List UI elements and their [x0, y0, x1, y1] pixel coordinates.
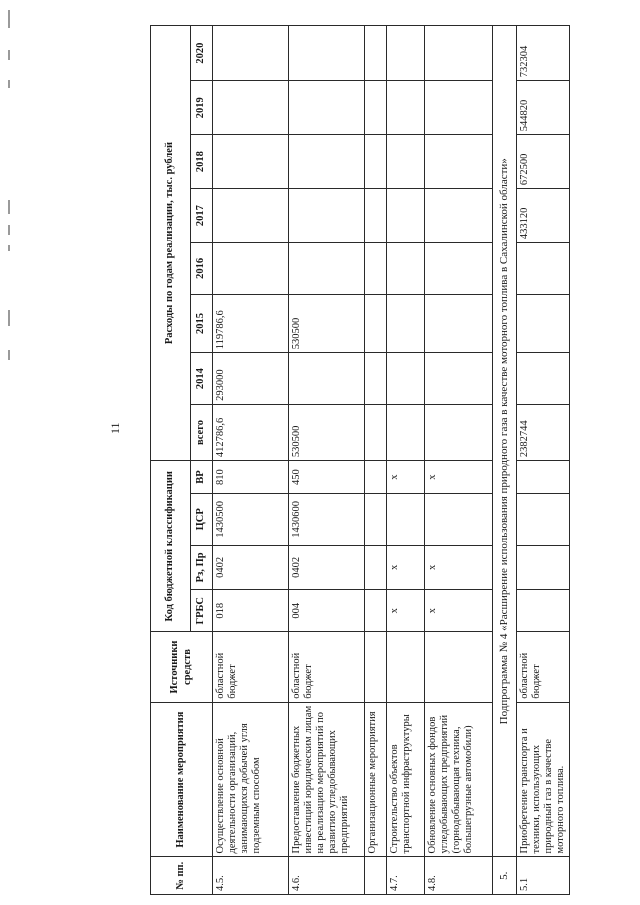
table-row [289, 26, 365, 895]
row-2015: 119786,6 [213, 294, 289, 353]
row-grbs: 018 [213, 590, 289, 632]
row-name: Строительство объектов транспортной инфраструктуры [387, 702, 425, 857]
table-row [365, 26, 387, 895]
header-grbs: ГРБС [191, 590, 213, 632]
row-2020 [387, 26, 425, 81]
row-grbs [517, 590, 570, 632]
row-2017 [365, 189, 387, 243]
row-2017 [213, 189, 289, 243]
header-vr: ВР [191, 461, 213, 494]
subprogram-num: 5. [493, 857, 517, 895]
row-2020 [425, 26, 493, 81]
row-2019 [213, 81, 289, 135]
header-expenses-group: Расходы по годам реализации, тыс. рублей [151, 26, 191, 461]
row-total [365, 404, 387, 460]
row-2016 [213, 243, 289, 295]
row-csr [365, 494, 387, 546]
row-2019: 544820 [517, 81, 570, 135]
row-2016 [289, 243, 365, 295]
row-csr [425, 494, 493, 546]
row-csr: 1430600 [289, 494, 365, 546]
row-name: Организационные мероприятия [365, 702, 387, 857]
header-year-2015: 2015 [191, 294, 213, 353]
row-2020: 732304 [517, 26, 570, 81]
header-year-2014: 2014 [191, 353, 213, 405]
row-2017 [387, 189, 425, 243]
row-2019 [365, 81, 387, 135]
row-name: Осуществление основной деятельности организаций, занимающихся добычей угля подземным способом [213, 702, 289, 857]
table-row [425, 26, 493, 895]
row-2017 [425, 189, 493, 243]
row-num: 4.8. [425, 857, 493, 895]
header-csr: ЦСР [191, 494, 213, 546]
row-total: 412786,6 [213, 404, 289, 460]
header-year-2017: 2017 [191, 189, 213, 243]
page-number: 11 [108, 422, 122, 434]
row-2016 [425, 243, 493, 295]
row-total [387, 404, 425, 460]
row-2015 [365, 294, 387, 353]
rotated-table-wrapper [150, 25, 570, 895]
header-num: № пп. [151, 857, 213, 895]
row-grbs: х [387, 590, 425, 632]
row-2014 [289, 353, 365, 405]
subprogram-title: Подпрограмма № 4 «Расширение использования природного газа в качестве моторного топлива в Сахалинской области» [493, 26, 517, 857]
row-2018 [425, 135, 493, 189]
row-csr [387, 494, 425, 546]
table-row [517, 26, 570, 895]
header-row-1 [151, 26, 191, 895]
row-2020 [289, 26, 365, 81]
header-name: Наименование мероприятия [151, 702, 213, 857]
row-rzpr: 0402 [289, 545, 365, 590]
row-grbs: 004 [289, 590, 365, 632]
row-num: 4.7. [387, 857, 425, 895]
table-row [213, 26, 289, 895]
row-num: 4.6. [289, 857, 365, 895]
row-grbs [365, 590, 387, 632]
row-name: Обновление основных фондов угледобывающих предприятий (горнодобывающая техника, большегрузные автомобили) [425, 702, 493, 857]
row-2018: 672500 [517, 135, 570, 189]
row-2019 [425, 81, 493, 135]
row-2014 [517, 353, 570, 405]
row-rzpr: х [425, 545, 493, 590]
row-rzpr: х [387, 545, 425, 590]
row-name: Приобретение транспорта и техники, использующих природный газ в качестве моторного топлива. [517, 702, 570, 857]
row-vr [365, 461, 387, 494]
budget-table [150, 25, 570, 895]
row-2017: 433120 [517, 189, 570, 243]
row-2020 [365, 26, 387, 81]
header-year-2016: 2016 [191, 243, 213, 295]
row-2018 [289, 135, 365, 189]
row-2014: 293000 [213, 353, 289, 405]
table-row [387, 26, 425, 895]
row-total: 2382744 [517, 404, 570, 460]
row-source: областной бюджет [289, 632, 365, 702]
row-2014 [425, 353, 493, 405]
row-2019 [289, 81, 365, 135]
row-rzpr [365, 545, 387, 590]
header-total: всего [191, 404, 213, 460]
header-source: Источники средств [151, 632, 213, 702]
header-year-2019: 2019 [191, 81, 213, 135]
row-vr: х [425, 461, 493, 494]
row-rzpr [517, 545, 570, 590]
row-2020 [213, 26, 289, 81]
row-2018 [365, 135, 387, 189]
header-rzpr: Рз, Пр [191, 545, 213, 590]
row-2015: 530500 [289, 294, 365, 353]
row-num: 5.1 [517, 857, 570, 895]
row-2014 [387, 353, 425, 405]
row-source [425, 632, 493, 702]
row-source: областной бюджет [517, 632, 570, 702]
row-num [365, 857, 387, 895]
row-2016 [387, 243, 425, 295]
header-code-group: Код бюджетной классификации [151, 461, 191, 632]
row-source: областной бюджет [213, 632, 289, 702]
row-rzpr: 0402 [213, 545, 289, 590]
row-source [387, 632, 425, 702]
row-2018 [213, 135, 289, 189]
row-source [365, 632, 387, 702]
row-2014 [365, 353, 387, 405]
row-vr: 810 [213, 461, 289, 494]
row-2019 [387, 81, 425, 135]
row-2015 [387, 294, 425, 353]
row-2015 [517, 294, 570, 353]
header-year-2018: 2018 [191, 135, 213, 189]
row-num: 4.5. [213, 857, 289, 895]
row-2016 [517, 243, 570, 295]
row-name: Предоставление бюджетных инвестиций юридическим лицам на реализацию мероприятий по развитию угледобывающих предприятий [289, 702, 365, 857]
subprogram-row [493, 26, 517, 895]
row-vr [517, 461, 570, 494]
row-2015 [425, 294, 493, 353]
row-total: 530500 [289, 404, 365, 460]
row-csr: 1430500 [213, 494, 289, 546]
row-grbs: х [425, 590, 493, 632]
row-total [425, 404, 493, 460]
scan-artifacts [8, 10, 22, 370]
row-2016 [365, 243, 387, 295]
row-2017 [289, 189, 365, 243]
row-csr [517, 494, 570, 546]
header-year-2020: 2020 [191, 26, 213, 81]
row-vr: х [387, 461, 425, 494]
row-vr: 450 [289, 461, 365, 494]
row-2018 [387, 135, 425, 189]
